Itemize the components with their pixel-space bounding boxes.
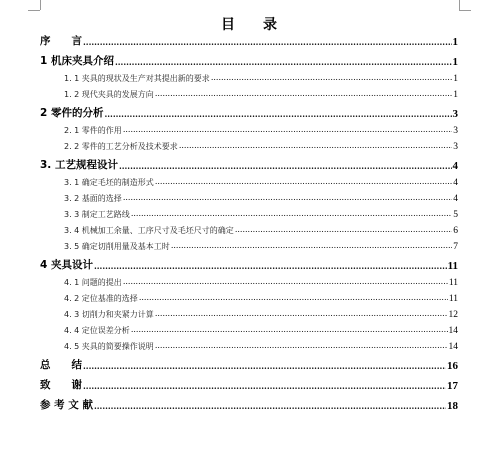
toc-entry-label: 4. 2 定位基准的选择 — [64, 294, 138, 303]
toc-entry-page-number: 4 — [452, 160, 458, 172]
toc-entry-label: 4. 4 定位误差分析 — [64, 326, 130, 335]
toc-entry-label: 总 结 — [40, 359, 82, 371]
toc-entry-label: 1. 2 现代夹具的发展方向 — [64, 90, 154, 99]
toc-entry-page-number: 11 — [448, 294, 458, 304]
toc-section-entry[interactable] — [40, 188, 458, 204]
toc-leader-dots — [83, 382, 446, 390]
toc-leader-dots — [235, 226, 452, 234]
toc-entry-page-number: 16 — [447, 360, 458, 372]
toc-entry-page-number: 6 — [453, 226, 458, 236]
toc-entry-label: 致 谢 — [40, 379, 82, 391]
toc-entry-label: 2. 2 零件的工艺分析及技术要求 — [64, 142, 178, 151]
toc-chapter-entry[interactable] — [40, 354, 458, 372]
toc-leader-dots — [171, 242, 452, 250]
toc-entry-label: 参 考 文 献 — [40, 399, 93, 411]
toc-leader-dots — [123, 126, 452, 134]
toc-section-entry[interactable] — [40, 220, 458, 236]
toc-chapter-entry[interactable] — [40, 154, 458, 172]
toc-leader-dots — [104, 110, 451, 118]
toc-section-entry[interactable] — [40, 84, 458, 100]
toc-entry-label: 4 夹具设计 — [40, 259, 93, 271]
table-of-contents — [40, 30, 458, 412]
toc-chapter-entry[interactable] — [40, 394, 458, 412]
toc-entry-page-number: 18 — [447, 400, 458, 412]
toc-leader-dots — [179, 142, 452, 150]
toc-section-entry[interactable] — [40, 204, 458, 220]
toc-entry-page-number: 7 — [453, 242, 458, 252]
toc-entry-page-number: 5 — [453, 210, 458, 220]
toc-chapter-entry[interactable] — [40, 254, 458, 272]
crop-mark-top-left-horizontal — [28, 10, 40, 11]
toc-leader-dots — [155, 178, 452, 186]
toc-entry-page-number: 4 — [453, 194, 458, 204]
toc-entry-page-number: 1 — [452, 56, 458, 68]
toc-title: 目 录 — [221, 17, 277, 33]
toc-leader-dots — [123, 194, 452, 202]
toc-entry-label: 4. 3 切削力和夹紧力计算 — [64, 310, 154, 319]
toc-entry-label: 序 言 — [40, 35, 82, 47]
toc-section-entry[interactable] — [40, 320, 458, 336]
toc-entry-page-number: 4 — [453, 178, 458, 188]
toc-leader-dots — [139, 294, 448, 302]
toc-leader-dots — [155, 90, 452, 98]
toc-entry-label: 2. 1 零件的作用 — [64, 126, 122, 135]
toc-leader-dots — [211, 74, 452, 82]
toc-entry-page-number: 1 — [453, 74, 458, 84]
toc-entry-page-number: 1 — [452, 36, 458, 48]
toc-entry-page-number: 14 — [448, 342, 458, 352]
toc-section-entry[interactable] — [40, 272, 458, 288]
toc-leader-dots — [155, 342, 448, 350]
toc-entry-page-number: 14 — [448, 326, 458, 336]
toc-leader-dots — [155, 310, 448, 318]
toc-entry-page-number: 1 — [453, 90, 458, 100]
toc-entry-label: 3. 2 基面的选择 — [64, 194, 122, 203]
toc-entry-label: 4. 1 问题的提出 — [64, 278, 122, 287]
toc-entry-page-number: 3 — [452, 108, 458, 120]
toc-section-entry[interactable] — [40, 120, 458, 136]
toc-entry-label: 3. 1 确定毛坯的制造形式 — [64, 178, 154, 187]
toc-entry-label: 1 机床夹具介绍 — [40, 55, 114, 67]
toc-entry-label: 2 零件的分析 — [40, 107, 104, 119]
toc-chapter-entry[interactable] — [40, 102, 458, 120]
toc-leader-dots — [123, 278, 448, 286]
crop-mark-top-left-vertical — [40, 0, 41, 10]
toc-entry-label: 4. 5 夹具的简要操作说明 — [64, 342, 154, 351]
toc-section-entry[interactable] — [40, 172, 458, 188]
toc-leader-dots — [83, 362, 446, 370]
toc-section-entry[interactable] — [40, 304, 458, 320]
toc-section-entry[interactable] — [40, 136, 458, 152]
crop-mark-top-right-vertical — [459, 0, 460, 10]
toc-leader-dots — [131, 210, 452, 218]
toc-entry-page-number: 12 — [448, 310, 458, 320]
crop-mark-top-right-horizontal — [459, 10, 471, 11]
toc-entry-label: 3. 3 制定工艺路线 — [64, 210, 130, 219]
toc-entry-label: 3. 5 确定切削用量及基本工时 — [64, 242, 170, 251]
toc-leader-dots — [115, 58, 452, 66]
toc-entry-page-number: 17 — [447, 380, 458, 392]
toc-leader-dots — [94, 402, 446, 410]
toc-entry-label: 3. 4 机械加工余量、工序尺寸及毛坯尺寸的确定 — [64, 226, 234, 235]
toc-entry-page-number: 11 — [447, 260, 458, 272]
toc-chapter-entry[interactable] — [40, 374, 458, 392]
toc-entry-page-number: 3 — [453, 142, 458, 152]
toc-leader-dots — [83, 38, 452, 46]
toc-section-entry[interactable] — [40, 68, 458, 84]
toc-section-entry[interactable] — [40, 288, 458, 304]
toc-section-entry[interactable] — [40, 336, 458, 352]
toc-section-entry[interactable] — [40, 236, 458, 252]
toc-entry-page-number: 11 — [448, 278, 458, 288]
toc-leader-dots — [94, 262, 447, 270]
toc-leader-dots — [119, 162, 452, 170]
toc-entry-label: 1. 1 夹具的现状及生产对其提出新的要求 — [64, 74, 210, 83]
toc-entry-page-number: 3 — [453, 126, 458, 136]
toc-chapter-entry[interactable] — [40, 30, 458, 48]
toc-entry-label: 3. 工艺规程设计 — [40, 159, 118, 171]
toc-chapter-entry[interactable] — [40, 50, 458, 68]
toc-leader-dots — [131, 326, 448, 334]
